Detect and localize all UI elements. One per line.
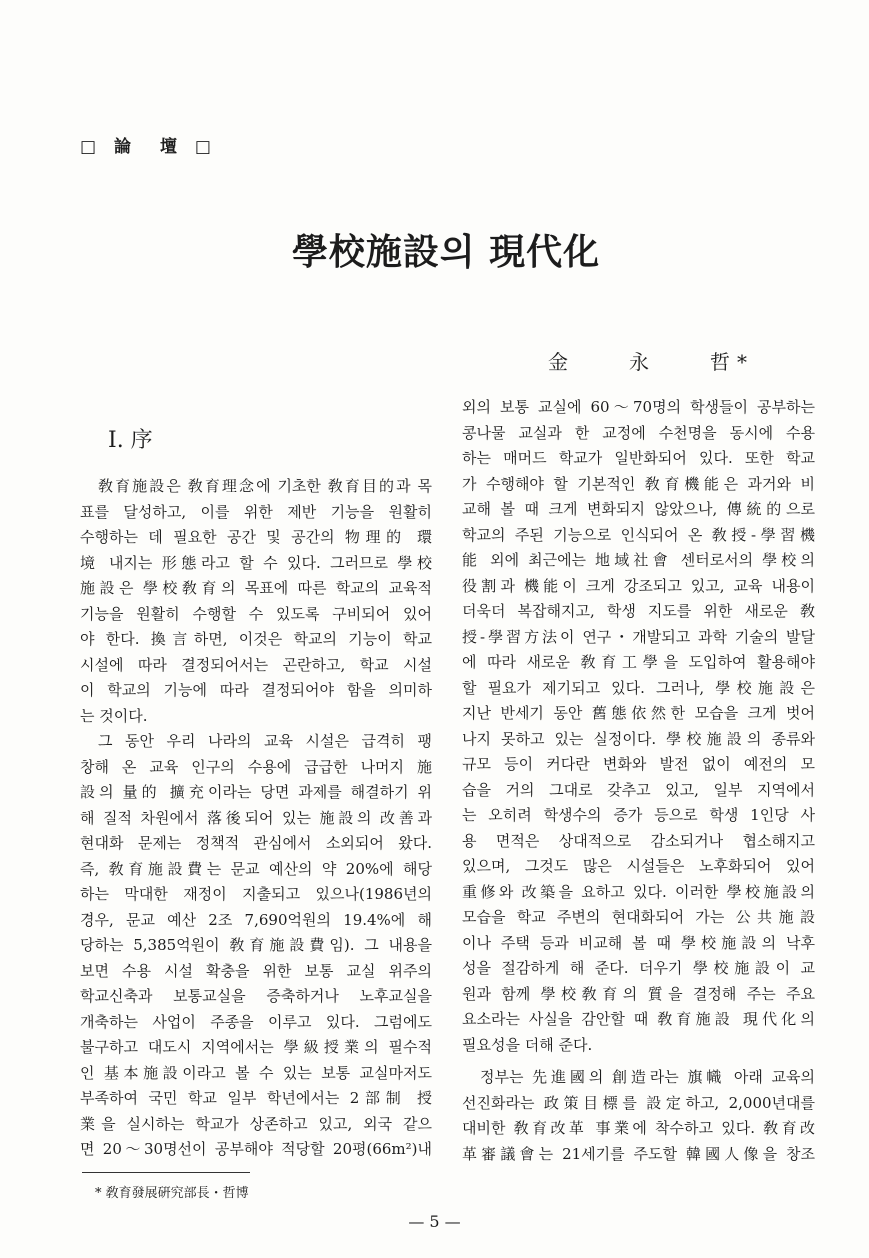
text-line: 기능을 원활히 수행할 수 있도록 구비되어 있어 <box>80 604 432 623</box>
page-number: — 5 — <box>408 1212 461 1231</box>
text-line: 있으며, 그것도 많은 시설들은 노후화되어 있어 <box>462 857 815 875</box>
text-line: 습을 거의 그대로 갖추고 있고, 일부 지역에서 <box>462 780 815 799</box>
text-line: 는 오히려 학생수의 증가 등으로 학생 1인당 사 <box>462 806 815 824</box>
text-line: 하는 매머드 학교가 일반화되어 있다. 또한 학교 <box>462 449 815 467</box>
text-line: 業을 실시하는 학교가 상존하고 있고, 외국 같으 <box>80 1114 432 1133</box>
text-line: 授-學習方法이 연구・개발되고 과학 기술의 발달 <box>462 627 815 646</box>
text-line: 콩나물 교실과 한 교정에 수천명을 동시에 수용 <box>462 423 815 442</box>
text-line: 표를 달성하고, 이를 위한 제반 기능을 원활히 <box>80 502 432 521</box>
text-line: 성을 절감하게 해 준다. 더우기 學校施設이 교 <box>462 959 815 977</box>
paragraph <box>80 729 432 1163</box>
text-line: 현대화 문제는 정책적 관심에서 소외되어 왔다. <box>80 834 432 852</box>
section-heading: Ⅰ. 序 <box>108 428 153 453</box>
text-line: 수행하는 데 필요한 공간 및 공간의 物理的 環 <box>80 528 432 546</box>
text-line: 규모 등이 커다란 변화와 발전 없이 예전의 모 <box>462 755 815 773</box>
text-line: 대비한 敎育改革 事業에 착수하고 있다. 敎育改 <box>462 1119 815 1137</box>
text-line: 境 내지는 形態라고 할 수 있다. 그러므로 學校 <box>80 553 432 572</box>
text-line: 重修와 改築을 요하고 있다. 이러한 學校施設의 <box>462 882 815 901</box>
text-line: 경우, 문교 예산 2조 7,690억원의 19.4%에 해 <box>80 910 432 929</box>
paragraph <box>80 474 432 729</box>
text-line: 시설에 따라 결정되어서는 곤란하고, 학교 시설 <box>80 655 432 674</box>
paragraph <box>462 1065 815 1167</box>
text-line: 해 질적 차원에서 落後되어 있는 施設의 改善과 <box>80 808 432 827</box>
article-author: 金 永 哲* <box>548 350 754 374</box>
text-line: 는 것이다. <box>80 706 148 725</box>
text-line: 革審議會는 21세기를 주도할 韓國人像을 창조 <box>462 1144 815 1163</box>
text-line: 能 외에 최근에는 地域社會 센터로서의 學校의 <box>462 551 815 569</box>
text-line: 이나 주택 등과 비교해 볼 때 學校施設의 낙후 <box>462 933 815 952</box>
paragraph <box>462 395 815 1058</box>
text-line: 창해 온 교육 인구의 수용에 급급한 나머지 施 <box>80 757 432 776</box>
text-line: 교해 볼 때 크게 변화되지 않았으나, 傳統的으로 <box>462 500 815 518</box>
text-line: 더욱더 복잡해지고, 학생 지도를 위한 새로운 敎 <box>462 602 815 620</box>
text-line: 인 基本施設이라고 볼 수 있는 보통 교실마저도 <box>80 1063 432 1082</box>
footnote-divider <box>82 1172 250 1173</box>
text-line: 부족하여 국민 학교 일부 학년에서는 2部制 授 <box>80 1089 432 1107</box>
text-line: 이 학교의 기능에 따라 결정되어야 함을 의미하 <box>80 681 432 699</box>
right-column <box>462 395 815 1167</box>
text-line: 나지 못하고 있는 실정이다. 學校施設의 종류와 <box>462 729 815 748</box>
text-line: 모습을 학교 주변의 현대화되어 가는 公共施設 <box>462 908 815 926</box>
text-line: 施設은 學校敎育의 목표에 따른 학교의 교육적 <box>80 579 432 597</box>
text-line: 할 필요가 제기되고 있다. 그러나, 學校施設은 <box>462 678 815 697</box>
article-title: 學校施設의 現代化 <box>291 231 601 273</box>
left-column <box>80 474 432 1163</box>
text-line: 용 면적은 상대적으로 감소되거나 협소해지고 <box>462 831 815 850</box>
text-line: 設의 量的 擴充이라는 당면 과제를 해결하기 위 <box>80 783 432 801</box>
text-line: 학교신축과 보통교실을 증축하거나 노후교실을 <box>80 987 432 1005</box>
text-line: 원과 함께 學校敎育의 質을 결정해 주는 주요 <box>462 984 815 1003</box>
text-line: 선진화라는 政策目標를 設定하고, 2,000년대를 <box>462 1093 815 1112</box>
text-line: 보면 수용 시설 확충을 위한 보통 교실 위주의 <box>80 961 432 980</box>
text-line: 불구하고 대도시 지역에서는 學級授業의 필수적 <box>80 1038 432 1056</box>
text-line: 지난 반세기 동안 舊態依然한 모습을 크게 벗어 <box>462 704 815 722</box>
text-line: 학교의 주된 기능으로 인식되어 온 敎授-學習機 <box>462 525 815 544</box>
text-line: 하는 막대한 재정이 지출되고 있으나(1986년의 <box>80 885 432 903</box>
text-line: 개축하는 사업이 주종을 이루고 있다. 그럼에도 <box>80 1012 432 1031</box>
text-line: 敎育施設은 敎育理念에 기초한 敎育目的과 목 <box>98 477 432 495</box>
text-line: 役割과 機能이 크게 강조되고 있고, 교육 내용이 <box>462 576 815 595</box>
text-line: 그 동안 우리 나라의 교육 시설은 급격히 팽 <box>98 732 432 750</box>
text-line: 즉, 敎育施設費는 문교 예산의 약 20%에 해당 <box>80 859 432 878</box>
text-line: 외의 보통 교실에 60～70명의 학생들이 공부하는 <box>462 398 815 416</box>
text-line: 가 수행해야 할 기본적인 敎育機能은 과거와 비 <box>462 474 815 493</box>
text-line: 필요성을 더해 준다. <box>462 1035 593 1054</box>
section-label: □ 論 壇 □ <box>80 137 217 157</box>
text-line: 요소라는 사실을 감안할 때 敎育施設 現代化의 <box>462 1010 815 1028</box>
text-line: 당하는 5,385억원이 敎育施設費임). 그 내용을 <box>80 936 432 954</box>
text-line: 정부는 先進國의 創造라는 旗幟 아래 교육의 <box>480 1068 815 1086</box>
text-line: 야 한다. 換言하면, 이것은 학교의 기능이 학교 <box>80 630 432 648</box>
text-line: 면 20～30명선이 공부해야 적당할 20평(66m²)내 <box>80 1140 432 1158</box>
author-footnote: * 敎育發展硏究部長・哲博 <box>95 1186 249 1201</box>
text-line: 에 따라 새로운 敎育工學을 도입하여 활용해야 <box>462 653 815 671</box>
